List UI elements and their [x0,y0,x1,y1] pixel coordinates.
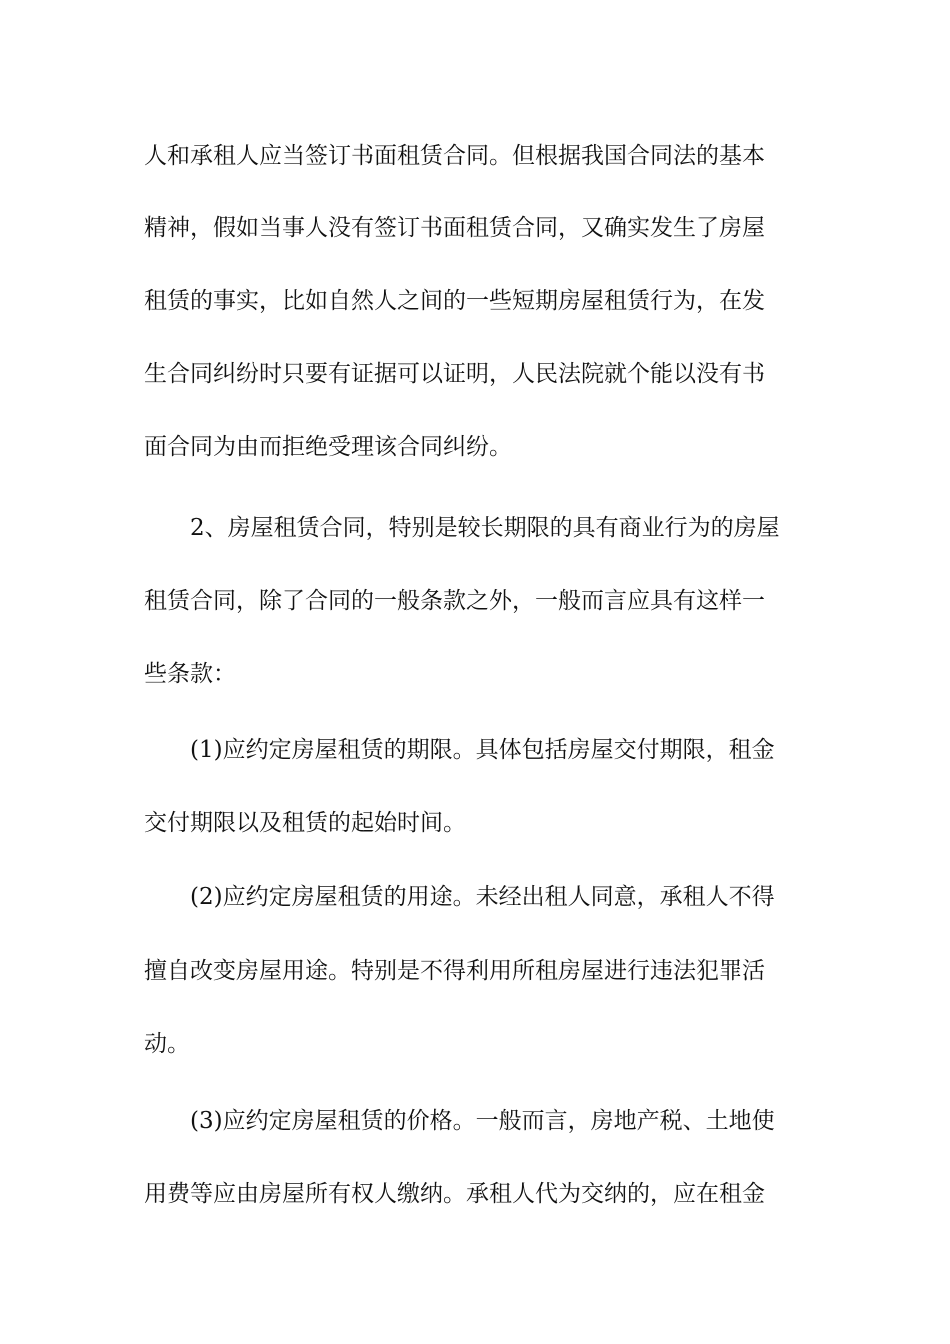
paragraph-line: 用费等应由房屋所有权人缴纳。承租人代为交纳的，应在租金 [144,1181,765,1207]
paragraph-line: 2、房屋租赁合同，特别是较长期限的具有商业行为的房屋 [190,515,780,541]
paragraph-line: 生合同纠纷时只要有证据可以证明，人民法院就个能以没有书 [144,361,765,387]
paragraph-line: (3)应约定房屋租赁的价格。一般而言，房地产税、土地使 [190,1108,775,1134]
paragraph-line: 擅自改变房屋用途。特别是不得利用所租房屋进行违法犯罪活 [144,958,765,984]
paragraph-line: 面合同为由而拒绝受理该合同纠纷。 [144,434,512,460]
paragraph-line: 精神，假如当事人没有签订书面租赁合同，又确实发生了房屋 [144,215,765,241]
paragraph-line: 些条款： [144,661,236,687]
paragraph-line: 租赁的事实，比如自然人之间的一些短期房屋租赁行为，在发 [144,288,765,314]
paragraph-line: 交付期限以及租赁的起始时间。 [144,810,466,836]
paragraph-line: (2)应约定房屋租赁的用途。未经出租人同意，承租人不得 [190,884,775,910]
paragraph-line: 租赁合同，除了合同的一般条款之外，一般而言应具有这样一 [144,588,765,614]
paragraph-line: 动。 [144,1031,190,1057]
paragraph-line: 人和承租人应当签订书面租赁合同。但根据我国合同法的基本 [144,143,765,169]
paragraph-line: (1)应约定房屋租赁的期限。具体包括房屋交付期限，租金 [190,737,775,763]
